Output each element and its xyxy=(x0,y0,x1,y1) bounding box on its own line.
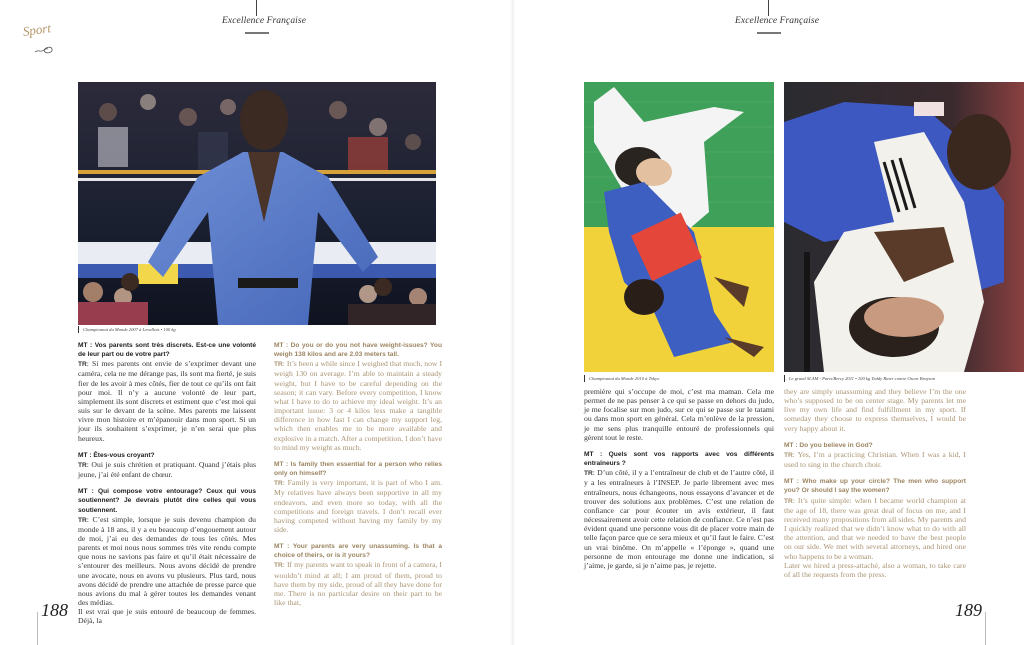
section-tag: Sport xyxy=(21,20,52,40)
photo-judo-grip xyxy=(784,82,1024,372)
question: MT : Do you or do you not have weight-issues? You weigh 138 kilos and are 2.03 meters tall. xyxy=(274,342,442,359)
column-english-right xyxy=(784,387,966,579)
answer: : C’est simple, lorsque je suis devenu champion du monde à 18 ans, il y a eu beaucoup d’engouement autour de moi, j’ai eu des demandes de tous les côtés. Mes parents et moi nous nous sommes très vite rendu compte que nous ne savions pas faire et qu’il était nécessaire de s’entourer des meilleurs. Nous avons décidé de prendre une avocate, nous en avons vu plusieurs. Plus tard, nous avons décidé de prendre une attachée de presse parce que nous avions du mal à gérer toutes les demandes venant des médias. xyxy=(78,514,256,608)
qa-block xyxy=(274,542,442,607)
question: MT : Who make up your circle? The men who support you? Or should I say the women? xyxy=(784,478,966,495)
qa-block xyxy=(784,477,966,560)
header-rule-left xyxy=(256,0,257,16)
paragraph: Il est vrai que je suis entouré de beaucoup de femmes. Déjà, la xyxy=(78,607,256,626)
qa-block xyxy=(78,341,256,443)
header-rule-right xyxy=(768,0,769,16)
answer: : Si mes parents ont envie de s’exprimer devant une caméra, cela ne me dérange pas, ils sont ma fierté, je suis fier de les avoir à mes côtés, fier de tout ce qu’ils ont fait pour moi. Il n’y a aucune volonté de leur part, simplement ils sont discrets et estiment que c’est moi qui suis sur le devant de la scène. Mes parents me laissent vivre mon histoire et m’épanouir dans mon sport. Si un jour ils souhaitent s’exprimer, je n’en serai que plus heureux. xyxy=(78,359,256,443)
answer-label: TR xyxy=(78,516,87,524)
question: MT : Êtes-vous croyant? xyxy=(78,451,155,459)
running-head-ornament-right xyxy=(757,32,781,34)
footer-rule-right xyxy=(985,612,986,645)
photo-caption-right-2: Le grand SLAM - Paris/Bercy 2011 • 100 kg Teddy Riner contre Oscar Brayson xyxy=(784,375,935,382)
answer: : It’s quite simple: when I became world champion at the age of 18, there was great deal of focus on me, and I received many propositions from all sides. My parents and I quickly realized that we didn’t know what to do with all the attention, and that we needed to have the best people on our side. We met with several attorneys, and hired one who happens to be a woman. xyxy=(784,495,966,561)
answer-label: TR xyxy=(584,470,593,478)
photo-judo-throw xyxy=(584,82,774,372)
column-french-left xyxy=(78,341,256,626)
question: MT : Your parents are very unassuming. Is that a choice of theirs, or is it yours? xyxy=(274,543,442,560)
question: MT : Vos parents sont très discrets. Est-ce une volonté de leur part ou de votre part? xyxy=(78,342,256,359)
qa-block xyxy=(274,341,442,452)
page-number-right: 189 xyxy=(955,600,982,620)
column-english-left xyxy=(274,341,442,607)
answer: : D’un côté, il y a l’entraîneur de club et de l’autre côté, il y a les entraîneurs à l’INSEP. Je parle librement avec mes entraîneurs, nous échangeons, nous essayons d’avancer et de trouver des solutions aux problèmes. C’est une relation de confiance car pour écouter un avis extérieur, il faut nécessairement avoir cette relation de confiance. Ce n’est pas évident quand une personne vous dit de placer votre main de telle façon parce que ce sera mieux et qu’il faut le faire. C’est un vrai binôme. On m’appelle « l’éponge », quand une personne de mon entourage me donne une indication, si j’aime, je garde, si je n’aime pas, je rejette. xyxy=(584,468,774,570)
running-head-left: Excellence Française xyxy=(222,16,307,26)
photo-judoka-celebrating xyxy=(78,82,436,325)
answer: : It’s been a while since I weighed that much, now I weigh 130 on average. I’m able to maintain a steady weight, but I have to be careful depending on the season; it can vary. Before every competition, I know what I have to do to achieve my ideal weight. It’s an important issue: 3 or 4 kilos less make a tangible difference in how fast I can change my support leg, which then enables me to be more available and explosive in a match. After a competition, I don’t have to mind my weight as much. xyxy=(274,359,442,452)
paragraph: Later we hired a press-attaché, also a woman, to take care of all the requests from the press. xyxy=(784,560,966,579)
answer: : If my parents want to speak in front of a camera, I wouldn’t mind at all; I am proud of them, proud to have them by my side, proud of all they have done for me. There is no particular desire on their part to be like that, xyxy=(274,560,442,608)
qa-block xyxy=(78,487,256,607)
photo-caption-right-1: Championnat du Monde 2010 à Tokyo xyxy=(584,375,659,382)
qa-block xyxy=(584,450,774,570)
answer: : Yes, I’m a practicing Christian. When I was a kid, I used to sing in the church choir. xyxy=(784,449,966,470)
question: MT : Qui compose votre entourage? Ceux qui vous soutiennent? Je devrais plutôt dire celles qui vous soutiennent. xyxy=(78,488,256,514)
answer-label: TR xyxy=(78,461,87,469)
column-french-right xyxy=(584,387,774,570)
spread-gutter xyxy=(510,0,516,645)
qa-block xyxy=(784,441,966,469)
question: MT : Quels sont vos rapports avec vos différents entraîneurs ? xyxy=(584,450,774,468)
photo-caption-left: Championnat du Monde 2007 à Levallois • 100 kg xyxy=(78,326,176,333)
paragraph: première qui s’occupe de moi, c’est ma maman. Cela me permet de ne pas penser à ce qui se passe en dehors du judo, je me focalise sur mon judo, sur ce qui se passe sur le tatami ou dans mon sport en général. Cela m’enlève de la pression, je me sens plus tranquille entouré de professionnels qui gèrent tout le reste. xyxy=(584,387,774,442)
answer-label: TR xyxy=(274,480,283,488)
running-head-ornament-left xyxy=(245,32,269,34)
qa-block xyxy=(78,451,256,479)
footer-rule-left xyxy=(37,612,38,645)
answer-label: TR xyxy=(784,497,793,505)
answer: : Oui je suis chrétien et pratiquant. Quand j’étais plus jeune, j’ai été enfant de chœur. xyxy=(78,459,256,480)
flourish-icon xyxy=(34,43,54,55)
question: MT : Is family then essential for a person who relies only on himself? xyxy=(274,460,442,478)
page-number-left: 188 xyxy=(41,600,68,620)
paragraph: they are simply unassuming and they believe I’m the one who’s supposed to be on center stage. My parents let me live my own life and find fulfillment in my sport. If someday they choose to express themselves, I would be very happy about it. xyxy=(784,387,966,433)
qa-block xyxy=(274,460,442,534)
answer-label: TR xyxy=(784,451,793,459)
question: MT : Do you believe in God? xyxy=(784,441,873,449)
answer-label: TR xyxy=(274,562,283,570)
running-head-right: Excellence Française xyxy=(735,16,820,26)
answer-label: TR xyxy=(274,361,283,369)
answer-label: TR xyxy=(78,361,87,369)
answer: : Family is very important, it is part of who I am. My relatives have always been supportive in all my endeavors, and even more so today, with all the competitions and foreign travels. I don’t recall ever having competed without having my family by my side. xyxy=(274,478,442,534)
